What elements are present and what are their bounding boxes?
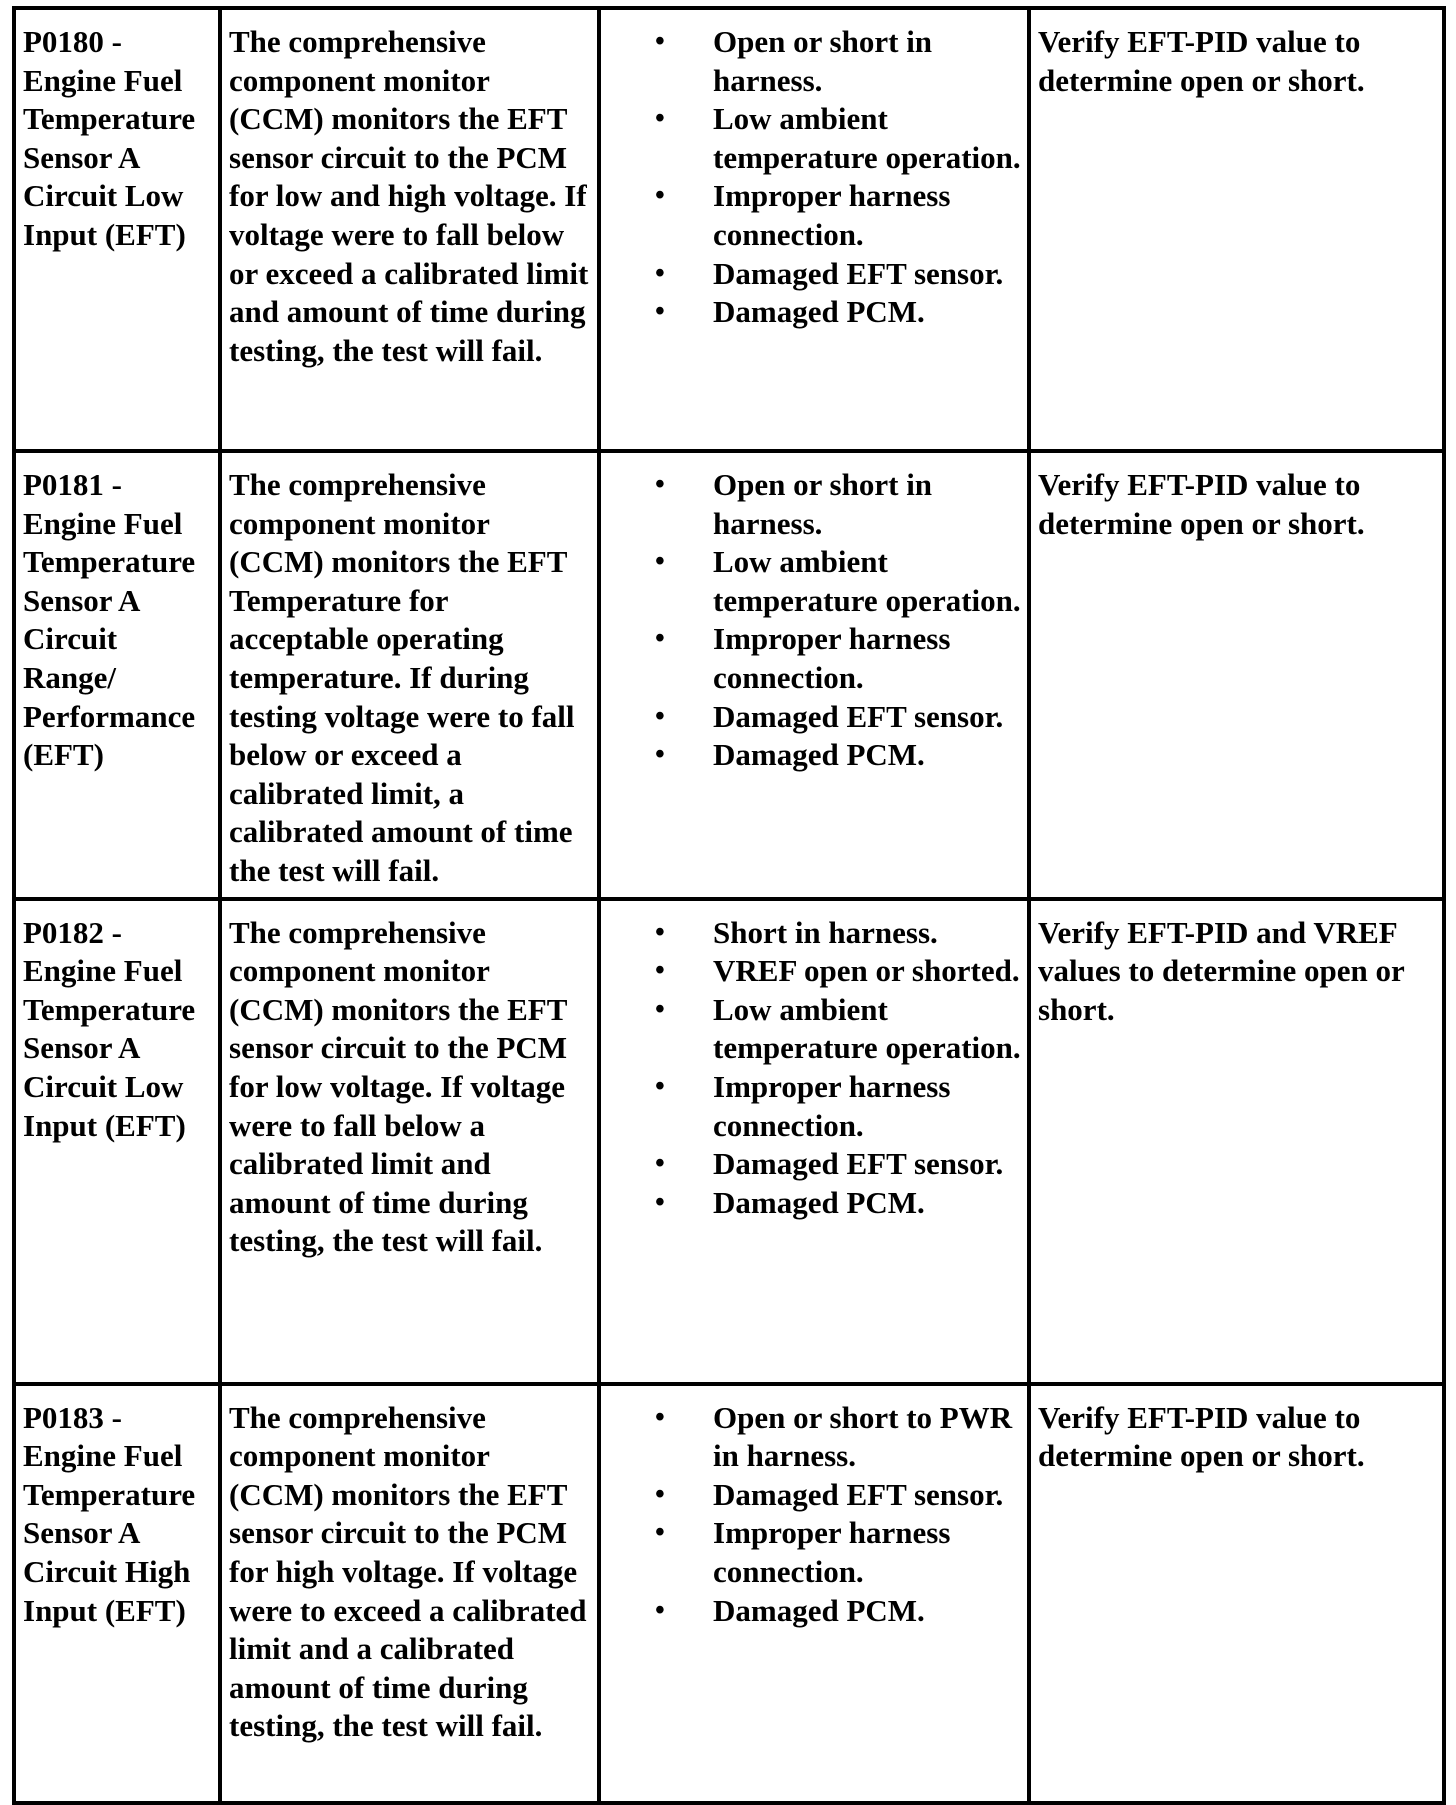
description-cell: The comprehensive component monitor (CCM) monitors the EFT sensor circuit to the PCM for high voltage. If voltage were to exceed a calibrated limit and a calibrated amount of time during testing, the test will fail. (220, 1384, 599, 1803)
causes-list (608, 466, 1021, 775)
description-cell: The comprehensive component monitor (CCM) monitors the EFT Temperature for acceptable operating temperature. If during testing voltage were to fall below or exceed a calibrated limit, a calibrated amount of time the test will fail. (220, 451, 599, 899)
action-cell: Verify EFT-PID value to determine open or short. (1029, 1384, 1444, 1803)
list-item: • Low ambient temperature operation. (713, 100, 1021, 177)
causes-list (608, 914, 1021, 1223)
list-item: • Low ambient temperature operation. (713, 543, 1021, 620)
list-item: • Damaged PCM. (713, 293, 1021, 332)
action-cell: Verify EFT-PID and VREF values to determine open or short. (1029, 899, 1444, 1384)
causes-cell (599, 8, 1029, 451)
list-item: • Improper harness connection. (713, 1068, 1021, 1145)
list-item: • Improper harness connection. (713, 1514, 1021, 1591)
causes-cell (599, 899, 1029, 1384)
list-item: • Open or short in harness. (713, 23, 1021, 100)
list-item: • Improper harness connection. (713, 620, 1021, 697)
list-item: • Damaged EFT sensor. (713, 255, 1021, 294)
table-row (14, 8, 1444, 451)
dtc-code-cell: P0183 - Engine Fuel Temperature Sensor A Circuit High Input (EFT) (14, 1384, 220, 1803)
table-row (14, 1384, 1444, 1803)
list-item: • Damaged PCM. (713, 736, 1021, 775)
list-item: • Improper harness connection. (713, 177, 1021, 254)
list-item: • Damaged EFT sensor. (713, 1476, 1021, 1515)
action-cell: Verify EFT-PID value to determine open or short. (1029, 8, 1444, 451)
dtc-code-cell: P0180 - Engine Fuel Temperature Sensor A Circuit Low Input (EFT) (14, 8, 220, 451)
list-item: • Low ambient temperature operation. (713, 991, 1021, 1068)
causes-cell (599, 451, 1029, 899)
table-row (14, 899, 1444, 1384)
table-row (14, 451, 1444, 899)
list-item: • Damaged EFT sensor. (713, 1145, 1021, 1184)
list-item: • Open or short in harness. (713, 466, 1021, 543)
list-item: • Damaged EFT sensor. (713, 698, 1021, 737)
dtc-code-cell: P0182 - Engine Fuel Temperature Sensor A Circuit Low Input (EFT) (14, 899, 220, 1384)
list-item: • Open or short to PWR in harness. (713, 1399, 1021, 1476)
causes-list (608, 1399, 1021, 1631)
description-cell: The comprehensive component monitor (CCM) monitors the EFT sensor circuit to the PCM for low voltage. If voltage were to fall below a calibrated limit and amount of time during testing, the test will fail. (220, 899, 599, 1384)
causes-cell (599, 1384, 1029, 1803)
list-item: • Short in harness. (713, 914, 1021, 953)
list-item: • Damaged PCM. (713, 1184, 1021, 1223)
dtc-code-cell: P0181 - Engine Fuel Temperature Sensor A Circuit Range/ Performance (EFT) (14, 451, 220, 899)
list-item: • VREF open or shorted. (713, 952, 1021, 991)
list-item: • Damaged PCM. (713, 1592, 1021, 1631)
action-cell: Verify EFT-PID value to determine open or short. (1029, 451, 1444, 899)
dtc-table (12, 6, 1446, 1805)
causes-list (608, 23, 1021, 332)
description-cell: The comprehensive component monitor (CCM) monitors the EFT sensor circuit to the PCM for low and high voltage. If voltage were to fall below or exceed a calibrated limit and amount of time during testing, the test will fail. (220, 8, 599, 451)
